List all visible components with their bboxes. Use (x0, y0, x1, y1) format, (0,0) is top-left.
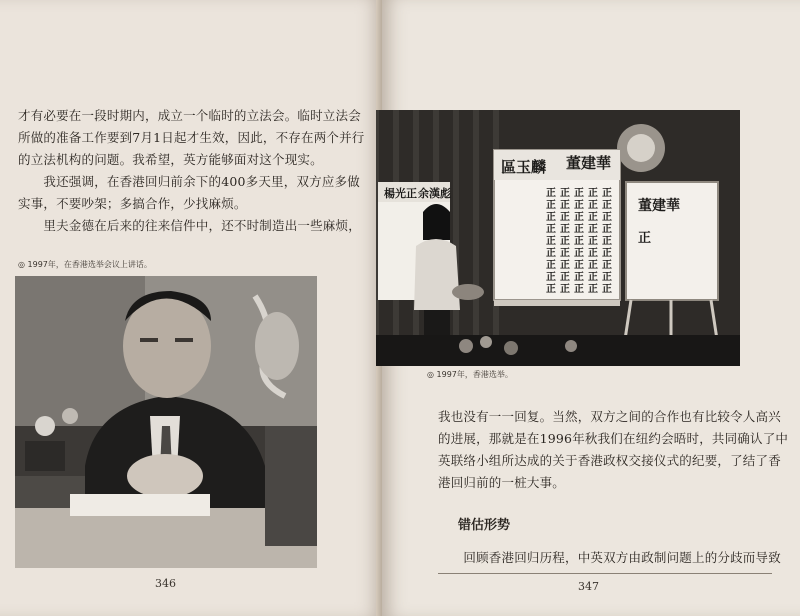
tally-mark: 正 (588, 212, 598, 223)
tally-mark: 正 (546, 224, 556, 235)
right-page-number: 347 (578, 580, 599, 593)
tally-mark: 正 (588, 284, 598, 295)
tally-mark: 正 (602, 236, 612, 247)
tally-mark: 正 (574, 248, 584, 259)
svg-text:余漢彪: 余漢彪 (418, 187, 451, 200)
left-paragraph-line-3: 的立法机构的问题。我希望，英方能够面对这个现实。 (18, 152, 323, 167)
tally-mark: 正 (546, 188, 556, 199)
photo-election-tally-board (376, 110, 740, 366)
tally-mark: 正 (602, 248, 612, 259)
tally-mark: 正 (588, 224, 598, 235)
tally-mark: 正 (588, 236, 598, 247)
tally-mark: 正 (574, 200, 584, 211)
left-page-number: 346 (155, 577, 176, 590)
photo-speaker-at-press-conference (15, 276, 317, 568)
left-paragraph-line-5: 实事，不要吵架；多搞合作，少找麻烦。 (18, 196, 247, 211)
left-photo-caption: ◎ 1997年，在香港选举会议上讲话。 (18, 260, 152, 269)
left-paragraph-line-6: 里夫金德在后来的往来信件中，还不时制造出一些麻烦， (18, 218, 361, 233)
svg-text:董建華: 董建華 (566, 154, 612, 172)
tally-mark: 正 (602, 224, 612, 235)
right-paragraph-line-2: 的进展，那就是在1996年秋我们在纽约会晤时，共同确认了中 (438, 431, 789, 446)
svg-text:正: 正 (638, 231, 652, 246)
tally-mark: 正 (546, 200, 556, 211)
tally-mark: 正 (602, 272, 612, 283)
tally-mark: 正 (546, 212, 556, 223)
left-paragraph-line-1: 才有必要在一段时期内，成立一个临时的立法会。临时立法会 (18, 108, 361, 123)
right-page (382, 0, 800, 616)
tally-mark: 正 (560, 200, 570, 211)
tally-mark: 正 (588, 248, 598, 259)
tally-mark: 正 (574, 224, 584, 235)
tally-mark: 正 (574, 188, 584, 199)
tally-mark: 正 (588, 272, 598, 283)
tally-mark: 正 (602, 284, 612, 295)
tally-mark: 正 (574, 260, 584, 271)
tally-mark: 正 (560, 260, 570, 271)
right-paragraph-line-4: 港回归前的一桩大事。 (438, 475, 566, 490)
left-paragraph-line-2: 所做的准备工作要到7月1日起才生效，因此，不存在两个并行 (18, 130, 365, 145)
tally-mark: 正 (546, 260, 556, 271)
tally-mark: 正 (574, 236, 584, 247)
tally-mark: 正 (588, 260, 598, 271)
tally-mark: 正 (560, 248, 570, 259)
tally-mark: 正 (560, 212, 570, 223)
tally-mark: 正 (602, 188, 612, 199)
tally-mark: 正 (588, 200, 598, 211)
tally-mark: 正 (602, 200, 612, 211)
left-page (0, 0, 382, 616)
svg-text:區玉麟: 區玉麟 (501, 158, 547, 176)
tally-mark: 正 (546, 236, 556, 247)
tally-mark: 正 (574, 272, 584, 283)
tally-mark: 正 (574, 212, 584, 223)
footer-rule (438, 573, 772, 574)
right-paragraph-line-1: 我也没有一一回复。当然，双方之间的合作也有比较令人高兴 (438, 409, 781, 424)
tally-mark: 正 (602, 260, 612, 271)
tally-mark: 正 (602, 212, 612, 223)
tally-mark: 正 (560, 224, 570, 235)
svg-text:董建華: 董建華 (638, 198, 680, 214)
section-heading: 错估形势 (458, 518, 511, 533)
tally-mark: 正 (588, 188, 598, 199)
tally-mark: 正 (546, 284, 556, 295)
tally-mark: 正 (560, 236, 570, 247)
right-last-paragraph: 回顾香港回归历程，中英双方由政制问题上的分歧而导致 (438, 550, 781, 565)
tally-mark: 正 (574, 284, 584, 295)
tally-mark: 正 (546, 272, 556, 283)
tally-mark: 正 (560, 188, 570, 199)
tally-mark: 正 (560, 284, 570, 295)
right-photo-caption: ◎ 1997年，香港选举。 (427, 370, 513, 379)
tally-mark: 正 (546, 248, 556, 259)
tally-mark: 正 (560, 272, 570, 283)
left-paragraph-line-4: 我还强调，在香港回归前余下的400多天里，双方应多做 (18, 174, 360, 189)
svg-text:楊光正: 楊光正 (384, 187, 417, 200)
right-paragraph-line-3: 英联络小组所达成的关于香港政权交接仪式的纪要，了结了香 (438, 453, 781, 468)
